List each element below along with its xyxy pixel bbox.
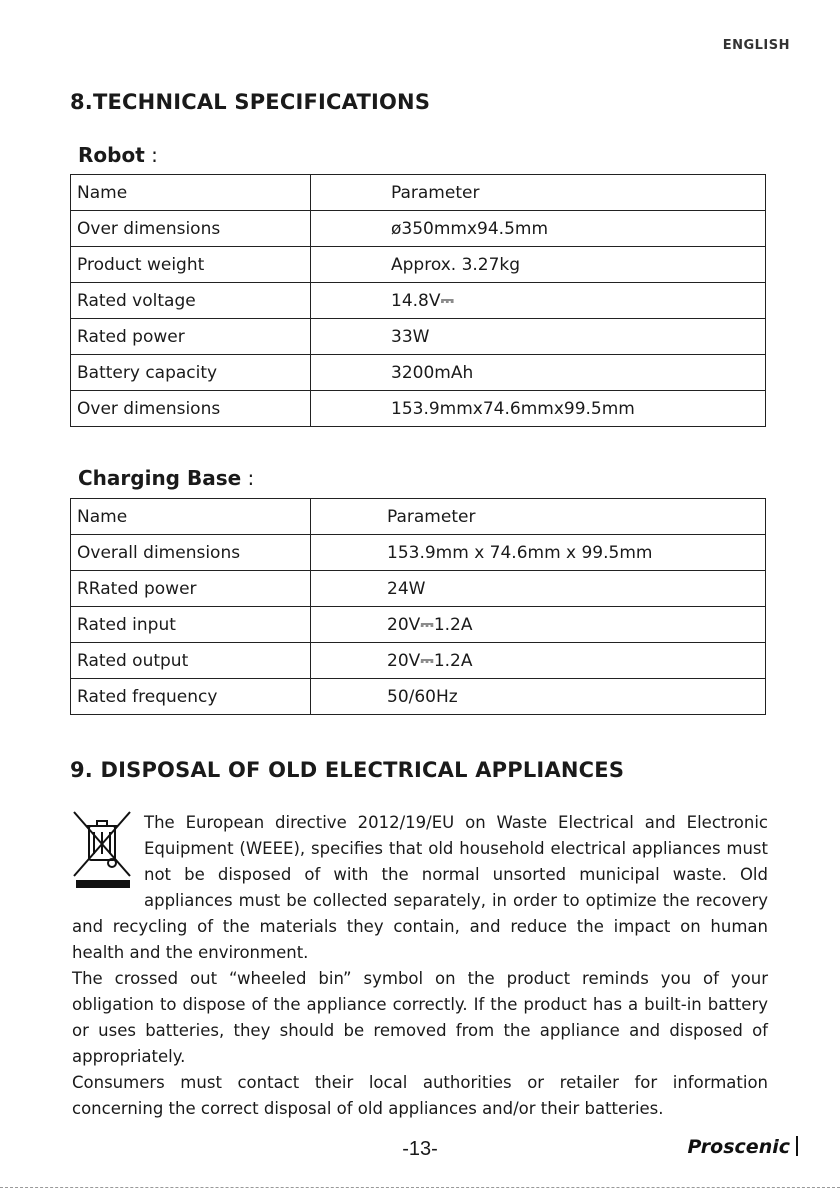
disposal-text: [72, 810, 768, 1122]
spec-name-cell: Over dimensions: [71, 211, 311, 247]
spec-value-cell: ø350mmx94.5mm: [311, 211, 766, 247]
page-number: -13-: [402, 1138, 438, 1160]
spec-value-cell: 153.9mmx74.6mmx99.5mm: [311, 391, 766, 427]
table-row: [71, 535, 766, 571]
charging-base-heading-text: Charging Base: [78, 466, 242, 490]
table-row: [71, 679, 766, 715]
table-header-row: [71, 175, 766, 211]
table-row: [71, 391, 766, 427]
table-header-row: [71, 499, 766, 535]
paragraph-consumers: Consumers must contact their local authorities or retailer for information concerning the correct disposal of old appliances and/or their batteries.: [72, 1073, 768, 1118]
spec-name-cell: Rated power: [71, 319, 311, 355]
robot-spec-table: [70, 174, 766, 427]
spec-value-cell: 50/60Hz: [311, 679, 766, 715]
table-row: [71, 247, 766, 283]
spec-name-cell: Battery capacity: [71, 355, 311, 391]
table-row: [71, 211, 766, 247]
spec-value-cell: 14.8V⎓: [311, 283, 766, 319]
spec-name-cell: Product weight: [71, 247, 311, 283]
charging-base-spec-table: [70, 498, 766, 715]
header-cell-parameter: Parameter: [311, 175, 766, 211]
robot-heading: [78, 143, 158, 167]
table-row: [71, 283, 766, 319]
table-row: [71, 607, 766, 643]
spec-name-cell: Rated input: [71, 607, 311, 643]
charging-base-heading-colon: :: [241, 466, 255, 490]
robot-heading-text: Robot: [78, 143, 145, 167]
header-cell-name: Name: [71, 499, 311, 535]
spec-name-cell: Rated frequency: [71, 679, 311, 715]
header-cell-parameter: Parameter: [311, 499, 766, 535]
table-row: [71, 643, 766, 679]
page-edge-divider: [0, 1187, 840, 1188]
spec-value-cell: 153.9mm x 74.6mm x 99.5mm: [311, 535, 766, 571]
header-cell-name: Name: [71, 175, 311, 211]
paragraph-directive: The European directive 2012/19/EU on Waste Electrical and Electronic Equipment (WEEE), specifies that old household electrical appliances must not be disposed of with the normal unsorted municipal waste. Old appliances must be collected separately, in order to optimize the recovery and recycling of the materials they contain, and reduce the impact on human health and the environment.: [72, 813, 768, 962]
table-row: [71, 355, 766, 391]
section-title-specifications: 8.TECHNICAL SPECIFICATIONS: [70, 90, 431, 114]
table-row: [71, 571, 766, 607]
spec-name-cell: Over dimensions: [71, 391, 311, 427]
spec-value-cell: 20V⎓1.2A: [311, 643, 766, 679]
spec-value-cell: 20V⎓1.2A: [311, 607, 766, 643]
weee-bin-icon: [72, 810, 144, 914]
spec-value-cell: 24W: [311, 571, 766, 607]
table-row: [71, 319, 766, 355]
paragraph-bin-symbol: The crossed out “wheeled bin” symbol on the product reminds you of your obligation to dispose of the appliance correctly. If the product has a built-in battery or uses batteries, they should be removed from the appliance and disposed of appropriately.: [72, 969, 768, 1066]
spec-value-cell: 3200mAh: [311, 355, 766, 391]
charging-base-heading: [78, 466, 254, 490]
spec-name-cell: Rated output: [71, 643, 311, 679]
brand-logo: [687, 1136, 798, 1158]
spec-name-cell: Overall dimensions: [71, 535, 311, 571]
spec-name-cell: Rated voltage: [71, 283, 311, 319]
spec-value-cell: 33W: [311, 319, 766, 355]
spec-name-cell: RRated power: [71, 571, 311, 607]
language-label: ENGLISH: [722, 38, 790, 53]
section-title-disposal: 9. DISPOSAL OF OLD ELECTRICAL APPLIANCES: [70, 758, 625, 782]
robot-heading-colon: :: [144, 143, 158, 167]
brand-name: Proscenic: [687, 1136, 790, 1158]
spec-value-cell: Approx. 3.27kg: [311, 247, 766, 283]
